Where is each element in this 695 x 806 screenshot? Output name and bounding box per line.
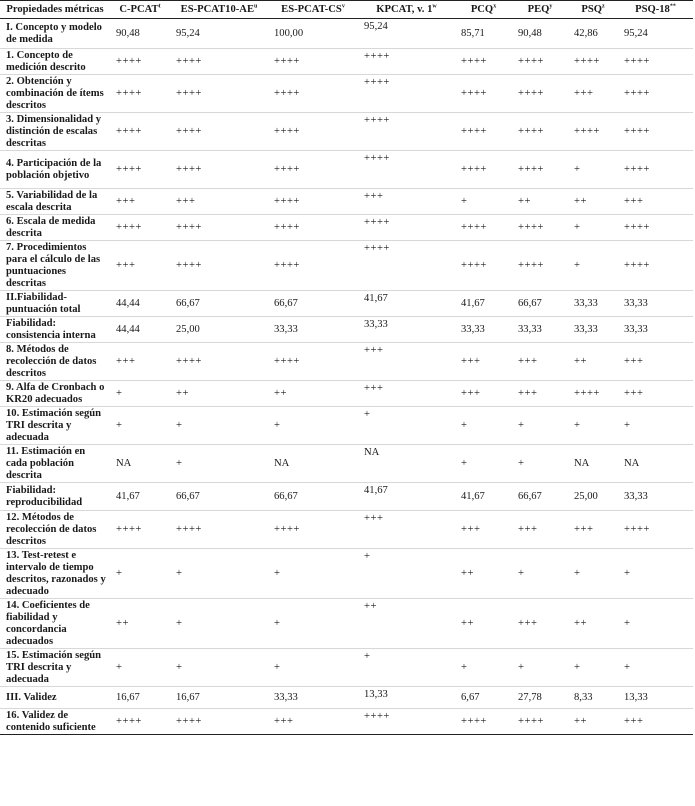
row-label: 16. Validez de contenido suficiente bbox=[0, 709, 110, 735]
table-cell: ++++ bbox=[455, 75, 512, 113]
table-cell: 95,24 bbox=[170, 19, 268, 49]
column-header-footnote-mark: y bbox=[549, 3, 553, 10]
table-row bbox=[0, 599, 693, 649]
table-cell: 66,67 bbox=[170, 483, 268, 511]
row-label: 1. Concepto de medición descrito bbox=[0, 49, 110, 75]
header-row bbox=[0, 1, 693, 19]
table-cell: 44,44 bbox=[110, 291, 170, 317]
column-header-instrument bbox=[512, 1, 568, 19]
table-cell: + bbox=[568, 649, 618, 687]
table-cell: ++++ bbox=[358, 151, 455, 189]
table-cell: +++ bbox=[618, 709, 693, 735]
table-cell: 66,67 bbox=[512, 483, 568, 511]
table-cell: ++++ bbox=[268, 151, 358, 189]
table-cell: 25,00 bbox=[568, 483, 618, 511]
table-cell: 13,33 bbox=[618, 687, 693, 709]
column-header-instrument bbox=[455, 1, 512, 19]
table-cell: ++++ bbox=[110, 151, 170, 189]
table-cell: +++ bbox=[512, 343, 568, 381]
table-cell: ++++ bbox=[170, 215, 268, 241]
table-row bbox=[0, 549, 693, 599]
table-cell: NA bbox=[618, 445, 693, 483]
table-cell: 6,67 bbox=[455, 687, 512, 709]
table-cell: 90,48 bbox=[110, 19, 170, 49]
table-cell: NA bbox=[110, 445, 170, 483]
table-cell: NA bbox=[568, 445, 618, 483]
table-cell: 41,67 bbox=[358, 291, 455, 317]
table-row bbox=[0, 151, 693, 189]
column-header-footnote-mark: u bbox=[254, 3, 258, 10]
row-label: 5. Variabilidad de la escala descrita bbox=[0, 189, 110, 215]
table-cell: ++ bbox=[170, 381, 268, 407]
table-row bbox=[0, 189, 693, 215]
table-cell: ++++ bbox=[512, 113, 568, 151]
table-cell: ++++ bbox=[455, 241, 512, 291]
table-cell: + bbox=[110, 407, 170, 445]
table-cell: ++++ bbox=[455, 113, 512, 151]
row-label: III. Validez bbox=[0, 687, 110, 709]
table-cell: + bbox=[618, 599, 693, 649]
table-header bbox=[0, 1, 693, 19]
table-cell: 41,67 bbox=[455, 291, 512, 317]
table-cell: ++++ bbox=[568, 49, 618, 75]
table-cell: ++++ bbox=[618, 241, 693, 291]
table-cell: ++++ bbox=[170, 343, 268, 381]
table-cell: 33,33 bbox=[618, 291, 693, 317]
table-cell: +++ bbox=[618, 189, 693, 215]
table-cell: 8,33 bbox=[568, 687, 618, 709]
column-header-footnote-mark: t bbox=[158, 3, 161, 10]
column-header-label: Propiedades métricas bbox=[6, 4, 104, 15]
table-cell: + bbox=[358, 407, 455, 445]
column-header-footnote-mark: z bbox=[601, 3, 605, 10]
table-cell: ++++ bbox=[568, 113, 618, 151]
table-cell: 90,48 bbox=[512, 19, 568, 49]
table-cell: ++++ bbox=[110, 709, 170, 735]
table-cell: + bbox=[455, 649, 512, 687]
row-label: II.Fiabilidad-puntuación total bbox=[0, 291, 110, 317]
row-label: 12. Métodos de recolección de datos descritos bbox=[0, 511, 110, 549]
row-label: 3. Dimensionalidad y distinción de escalas descritas bbox=[0, 113, 110, 151]
table-cell: +++ bbox=[110, 241, 170, 291]
table-cell: +++ bbox=[268, 709, 358, 735]
row-label: 2. Obtención y combinación de ítems descritos bbox=[0, 75, 110, 113]
table-cell: ++ bbox=[568, 189, 618, 215]
table-cell: ++++ bbox=[358, 241, 455, 291]
table-cell: ++++ bbox=[268, 343, 358, 381]
table-cell: ++++ bbox=[512, 215, 568, 241]
table-row bbox=[0, 407, 693, 445]
table-cell: NA bbox=[358, 445, 455, 483]
table-cell: 33,33 bbox=[455, 317, 512, 343]
table-cell: ++++ bbox=[170, 49, 268, 75]
table-cell: 25,00 bbox=[170, 317, 268, 343]
table-cell: ++++ bbox=[618, 75, 693, 113]
table-row bbox=[0, 649, 693, 687]
table-cell: 41,67 bbox=[455, 483, 512, 511]
table-cell: + bbox=[568, 151, 618, 189]
table-cell: ++++ bbox=[358, 709, 455, 735]
column-header-footnote-mark: ** bbox=[669, 3, 676, 10]
table-cell: ++++ bbox=[268, 189, 358, 215]
table-cell: +++ bbox=[455, 511, 512, 549]
table-cell: 33,33 bbox=[512, 317, 568, 343]
table-cell: 66,67 bbox=[170, 291, 268, 317]
table-row bbox=[0, 511, 693, 549]
table-row bbox=[0, 687, 693, 709]
table-cell: + bbox=[512, 649, 568, 687]
column-header-label: ES-PCAT-CS bbox=[281, 4, 342, 15]
table-cell: ++ bbox=[512, 189, 568, 215]
table-cell: ++++ bbox=[618, 215, 693, 241]
table-cell: + bbox=[618, 407, 693, 445]
column-header-label: PSQ-18 bbox=[635, 4, 670, 15]
table-cell: 16,67 bbox=[110, 687, 170, 709]
column-header-properties bbox=[0, 1, 110, 19]
table-cell: + bbox=[268, 407, 358, 445]
column-header-footnote-mark: x bbox=[493, 3, 497, 10]
row-label: 10. Estimación según TRI descrita y adecuada bbox=[0, 407, 110, 445]
table-cell: ++++ bbox=[618, 511, 693, 549]
table-cell: ++ bbox=[110, 599, 170, 649]
column-header-instrument bbox=[568, 1, 618, 19]
table-cell: 95,24 bbox=[618, 19, 693, 49]
table-cell: + bbox=[618, 649, 693, 687]
table-cell: ++++ bbox=[568, 381, 618, 407]
table-cell: ++++ bbox=[110, 49, 170, 75]
row-label: 4. Participación de la población objetivo bbox=[0, 151, 110, 189]
table-cell: ++++ bbox=[358, 75, 455, 113]
table-cell: ++++ bbox=[268, 75, 358, 113]
table-cell: ++++ bbox=[358, 49, 455, 75]
row-label: 11. Estimación en cada población descrita bbox=[0, 445, 110, 483]
table-cell: + bbox=[568, 549, 618, 599]
table-cell: +++ bbox=[568, 511, 618, 549]
table-cell: ++++ bbox=[512, 151, 568, 189]
table-cell: ++ bbox=[268, 381, 358, 407]
table-cell: ++++ bbox=[268, 215, 358, 241]
table-row bbox=[0, 215, 693, 241]
table-cell: ++ bbox=[568, 343, 618, 381]
table-cell: 33,33 bbox=[358, 317, 455, 343]
table-cell: 44,44 bbox=[110, 317, 170, 343]
table-cell: ++++ bbox=[268, 49, 358, 75]
table-cell: +++ bbox=[512, 381, 568, 407]
table-cell: 66,67 bbox=[268, 483, 358, 511]
table-cell: ++++ bbox=[512, 49, 568, 75]
table-row bbox=[0, 291, 693, 317]
table-cell: ++++ bbox=[455, 215, 512, 241]
column-header-label: PCQ bbox=[470, 4, 494, 15]
table-cell: + bbox=[170, 549, 268, 599]
table-cell: 33,33 bbox=[568, 291, 618, 317]
table-cell: + bbox=[512, 549, 568, 599]
row-label: 7. Procedimientos para el cálculo de las puntuaciones descritas bbox=[0, 241, 110, 291]
column-header-label: C-PCAT bbox=[119, 4, 159, 15]
row-label: 8. Métodos de recolección de datos descritos bbox=[0, 343, 110, 381]
table-cell: ++++ bbox=[170, 75, 268, 113]
table-cell: ++++ bbox=[455, 49, 512, 75]
table-cell: + bbox=[455, 189, 512, 215]
table-cell: ++++ bbox=[170, 151, 268, 189]
table-cell: +++ bbox=[358, 381, 455, 407]
table-cell: +++ bbox=[358, 343, 455, 381]
table-row bbox=[0, 483, 693, 511]
table-cell: + bbox=[170, 599, 268, 649]
column-header-footnote-mark: w bbox=[432, 3, 437, 10]
column-header-label: KPCAT, v. 1 bbox=[376, 4, 433, 15]
table-cell: 41,67 bbox=[358, 483, 455, 511]
table-cell: ++ bbox=[358, 599, 455, 649]
column-header-instrument bbox=[110, 1, 170, 19]
table-cell: +++ bbox=[618, 343, 693, 381]
table-cell: + bbox=[110, 381, 170, 407]
table-cell: +++ bbox=[358, 511, 455, 549]
table-cell: +++ bbox=[358, 189, 455, 215]
table-cell: 33,33 bbox=[268, 687, 358, 709]
table-cell: + bbox=[358, 649, 455, 687]
table-cell: ++++ bbox=[512, 241, 568, 291]
row-label: 9. Alfa de Cronbach o KR20 adecuados bbox=[0, 381, 110, 407]
table-cell: ++++ bbox=[268, 241, 358, 291]
row-label: Fiabilidad: consistencia interna bbox=[0, 317, 110, 343]
table-cell: + bbox=[568, 241, 618, 291]
table-cell: 85,71 bbox=[455, 19, 512, 49]
column-header-instrument bbox=[618, 1, 693, 19]
table-row bbox=[0, 19, 693, 49]
table-cell: + bbox=[170, 649, 268, 687]
table-cell: + bbox=[268, 549, 358, 599]
table-cell: 13,33 bbox=[358, 687, 455, 709]
table-cell: + bbox=[512, 445, 568, 483]
table-cell: +++ bbox=[455, 381, 512, 407]
table-cell: + bbox=[512, 407, 568, 445]
table-cell: ++++ bbox=[110, 113, 170, 151]
row-label: I. Concepto y modelo de medida bbox=[0, 19, 110, 49]
table-cell: + bbox=[568, 215, 618, 241]
table-cell: ++ bbox=[455, 599, 512, 649]
table-cell: +++ bbox=[110, 343, 170, 381]
table-row bbox=[0, 317, 693, 343]
table-cell: + bbox=[618, 549, 693, 599]
column-header-instrument bbox=[268, 1, 358, 19]
table-body bbox=[0, 19, 693, 735]
row-label: 15. Estimación según TRI descrita y adecuada bbox=[0, 649, 110, 687]
table-cell: ++++ bbox=[170, 511, 268, 549]
table-cell: 33,33 bbox=[618, 483, 693, 511]
table-cell: 42,86 bbox=[568, 19, 618, 49]
column-header-label: PEQ bbox=[527, 4, 550, 15]
table-cell: ++ bbox=[455, 549, 512, 599]
table-cell: +++ bbox=[455, 343, 512, 381]
table-cell: ++++ bbox=[110, 75, 170, 113]
table-row bbox=[0, 241, 693, 291]
table-cell: +++ bbox=[110, 189, 170, 215]
table-cell: + bbox=[170, 445, 268, 483]
table-row bbox=[0, 709, 693, 735]
table-cell: + bbox=[268, 649, 358, 687]
table-cell: 33,33 bbox=[618, 317, 693, 343]
table-cell: + bbox=[110, 549, 170, 599]
table-cell: + bbox=[455, 407, 512, 445]
table-cell: ++++ bbox=[358, 215, 455, 241]
table-cell: + bbox=[358, 549, 455, 599]
table-cell: ++++ bbox=[618, 49, 693, 75]
table-cell: ++++ bbox=[110, 215, 170, 241]
table-cell: ++++ bbox=[512, 75, 568, 113]
table-row bbox=[0, 343, 693, 381]
row-label: 13. Test-retest e intervalo de tiempo descritos, razonados y adecuado bbox=[0, 549, 110, 599]
table-cell: + bbox=[568, 407, 618, 445]
table-cell: ++ bbox=[568, 709, 618, 735]
table-cell: ++++ bbox=[618, 151, 693, 189]
table-cell: ++ bbox=[568, 599, 618, 649]
table-cell: ++++ bbox=[618, 113, 693, 151]
table-cell: 33,33 bbox=[268, 317, 358, 343]
table-cell: 66,67 bbox=[512, 291, 568, 317]
table-cell: ++++ bbox=[512, 709, 568, 735]
table-cell: 33,33 bbox=[568, 317, 618, 343]
table-cell: + bbox=[268, 599, 358, 649]
table-cell: +++ bbox=[512, 511, 568, 549]
table-cell: ++++ bbox=[170, 709, 268, 735]
row-label: 6. Escala de medida descrita bbox=[0, 215, 110, 241]
column-header-footnote-mark: v bbox=[341, 3, 345, 10]
column-header-instrument bbox=[170, 1, 268, 19]
table-cell: 27,78 bbox=[512, 687, 568, 709]
table-row bbox=[0, 381, 693, 407]
table-cell: + bbox=[170, 407, 268, 445]
table-cell: 16,67 bbox=[170, 687, 268, 709]
table-cell: ++++ bbox=[170, 113, 268, 151]
table-cell: 66,67 bbox=[268, 291, 358, 317]
table-row bbox=[0, 113, 693, 151]
table-cell: 100,00 bbox=[268, 19, 358, 49]
table-cell: + bbox=[455, 445, 512, 483]
table-cell: ++++ bbox=[455, 709, 512, 735]
table-cell: 41,67 bbox=[110, 483, 170, 511]
table-row bbox=[0, 49, 693, 75]
table-cell: ++++ bbox=[170, 241, 268, 291]
table-cell: ++++ bbox=[268, 113, 358, 151]
table-cell: ++++ bbox=[358, 113, 455, 151]
table-cell: ++++ bbox=[455, 151, 512, 189]
table-row bbox=[0, 445, 693, 483]
table-row bbox=[0, 75, 693, 113]
table-cell: 95,24 bbox=[358, 19, 455, 49]
table-cell: +++ bbox=[170, 189, 268, 215]
column-header-label: ES-PCAT10-AE bbox=[180, 4, 255, 15]
row-label: Fiabilidad: reproducibilidad bbox=[0, 483, 110, 511]
table-cell: ++++ bbox=[268, 511, 358, 549]
column-header-label: PSQ bbox=[581, 4, 602, 15]
column-header-instrument bbox=[358, 1, 455, 19]
row-label: 14. Coeficientes de fiabilidad y concordancia adecuados bbox=[0, 599, 110, 649]
table-cell: +++ bbox=[618, 381, 693, 407]
table-cell: NA bbox=[268, 445, 358, 483]
table-cell: + bbox=[110, 649, 170, 687]
table-cell: +++ bbox=[568, 75, 618, 113]
table-cell: +++ bbox=[512, 599, 568, 649]
table-cell: ++++ bbox=[110, 511, 170, 549]
